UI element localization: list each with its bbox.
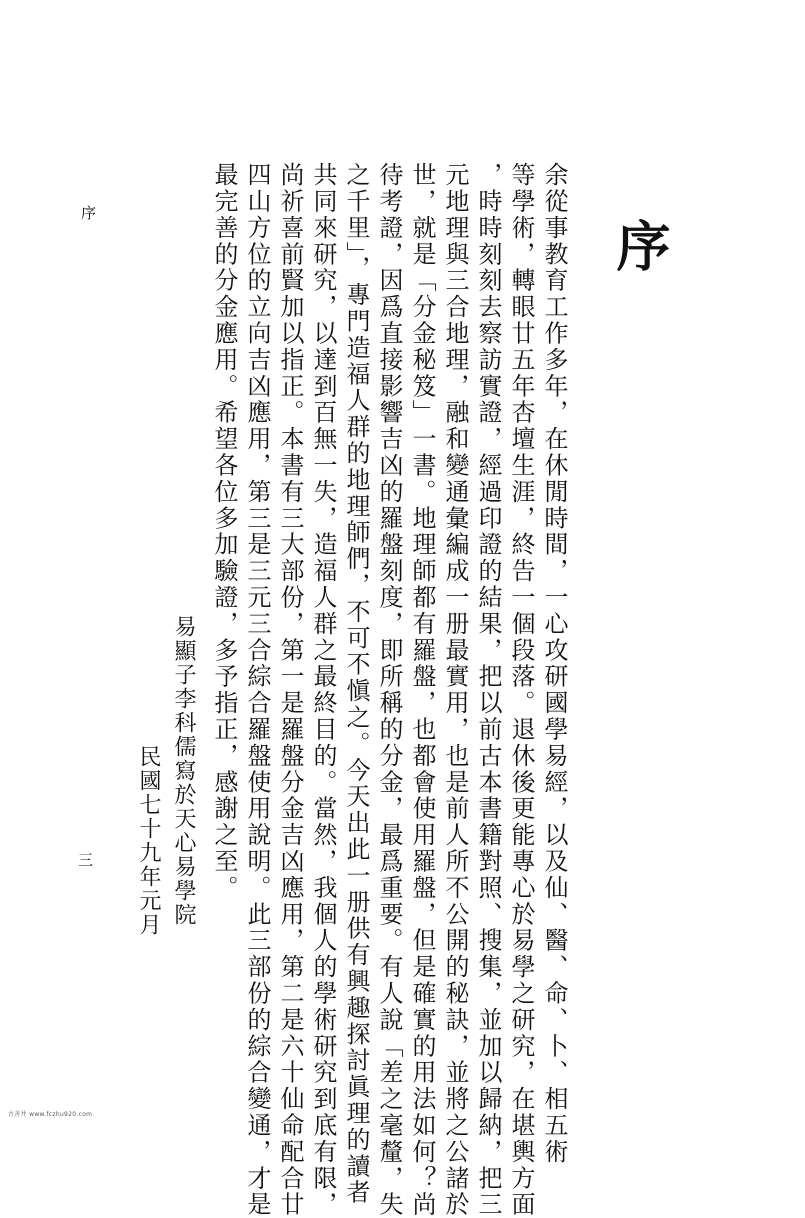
text-column-10: 四山方位的立向吉凶應用，第三是三元三合綜合羅盤使用說明。此三部份的綜合變通，才是 — [243, 162, 271, 1218]
text-column-1: 余從事教育工作多年，在休閒時間，一心攻研國學易經，以及仙、醫、命、卜、相五術 — [540, 162, 568, 1166]
text-column-5: 世，就是「分金秘笈」一書。地理師都有羅盤，也都會使用羅盤，但是確實的用法如何？尚 — [408, 162, 436, 1218]
text-column-7: 之千里」，專門造福人群的地理師們，不可不愼之。今天出此一册供有興趣探討眞理的讀者 — [342, 162, 370, 1206]
text-column-3: ，時時刻刻去察訪實證，經過印證的結果，把以前古本書籍對照、搜集，並加以歸納，把三 — [474, 162, 502, 1218]
text-column-8: 共同來研究，以達到百無一失，造福人群之最終目的。當然，我個人的學術研究到底有限， — [309, 162, 337, 1218]
text-column-6: 待考證，因爲直接影響吉凶的羅盤刻度，即所稱的分金，最爲重要。有人說「差之毫釐，失 — [375, 162, 403, 1218]
footer-watermark: 古善井 www.fczhu920.com — [8, 1111, 93, 1118]
author-signature: 易顯子李科儒寫於天心易學院 — [171, 615, 196, 927]
text-column-4: 元地理與三合地理，融和變通彙編成一册最實用，也是前人所不公開的秘訣，並將之公諸於 — [441, 162, 469, 1218]
text-column-2: 等學術，轉眼廿五年杏壇生涯，終告一個段落。退休後更能專心於易學之研究，在堪輿方面 — [507, 162, 535, 1218]
page-number: 三 — [76, 852, 94, 867]
signature-date: 民國七十九年元月 — [136, 745, 161, 937]
text-column-9: 尚祈喜前賢加以指正。本書有三大部份，第一是羅盤分金吉凶應用，第二是六十仙命配合廿 — [276, 162, 304, 1218]
preface-title: 序 — [608, 218, 672, 272]
side-running-title: 序 — [79, 205, 97, 220]
text-column-11: 最完善的分金應用。希望各位多加驗證，多予指正，感謝之至。 — [210, 162, 238, 902]
